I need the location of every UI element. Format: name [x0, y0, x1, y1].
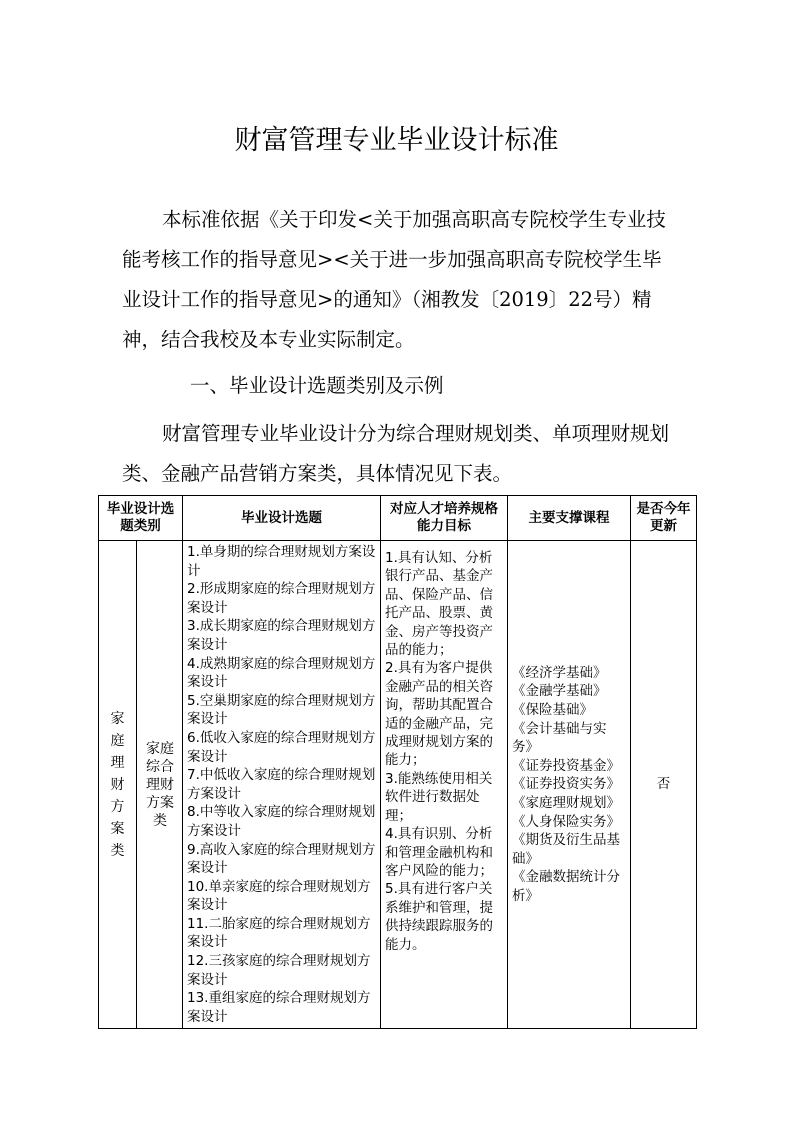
- category-cell: [99, 541, 137, 1029]
- topic-item: 3.成长期家庭的综合理财规划方案设计: [187, 618, 376, 653]
- course-item: 《证券投资实务》: [512, 776, 620, 793]
- topic-item: 4.成熟期家庭的综合理财规划方案设计: [187, 655, 376, 691]
- updated-value: 否: [656, 776, 671, 793]
- ability-item: 4.具有识别、分析和管理金融机构和客户风险的能力；: [385, 826, 493, 879]
- topic-item: 10.单亲家庭的综合理财规划方案设计: [187, 878, 371, 914]
- topics-table: [98, 495, 697, 1029]
- topic-item: 9.高收入家庭的综合理财规划方案设计: [187, 841, 376, 877]
- course-item: 《金融学基础》: [512, 683, 607, 700]
- topic-item: 12.三孩家庭的综合理财规划方案设计: [187, 953, 371, 988]
- subcategory-cell: [137, 541, 183, 1029]
- ability-item: 3.能熟练使用相关软件进行数据处理；: [385, 770, 493, 824]
- header-category: 毕业设计选题类别: [99, 496, 183, 541]
- updated-cell: [631, 541, 697, 1029]
- page-title: 财富管理专业毕业设计标准: [234, 125, 559, 156]
- intro-text: 本标准依据《关于印发<关于加强高职高专院校学生专业技能考核工作的指导意见><关于进一步加强高职高专院校学生毕业设计工作的指导意见>的通知》（湘教发〔2019〕22号）精神，结合我校及本专业实际制定。: [122, 208, 666, 351]
- abilities-cell: [381, 541, 508, 1029]
- category-text: 家庭理财方案类: [110, 710, 125, 859]
- header-courses: 主要支撑课程: [508, 496, 631, 541]
- subcategory-text: 家庭综合理财方案类: [146, 740, 174, 829]
- intro-paragraph: [122, 200, 674, 360]
- course-item: 《证券投资基金》: [512, 757, 620, 774]
- topic-item: 13.重组家庭的综合理财规划方案设计: [187, 990, 371, 1025]
- topic-item: 2.形成期家庭的综合理财规划方案设计: [187, 581, 376, 616]
- header-ability: 对应人才培养规格能力目标: [381, 496, 508, 541]
- course-item: 《人身保险实务》: [512, 813, 620, 830]
- topic-item: 6.低收入家庭的综合理财规划方案设计: [187, 729, 376, 765]
- course-item: 《保险基础》: [512, 702, 593, 719]
- topic-item: 1.单身期的综合理财规划方案设计: [187, 544, 376, 579]
- course-item: 《家庭理财规划》: [512, 795, 620, 812]
- section-text: 财富管理专业毕业设计分为综合理财规划类、单项理财规划类、金融产品营销方案类，具体情况见下表。: [122, 422, 670, 485]
- section-paragraph: [122, 414, 674, 494]
- section-heading: 一、毕业设计选题类别及示例: [190, 374, 444, 397]
- header-updated: 是否今年更新: [631, 496, 697, 541]
- courses-cell: [508, 541, 631, 1029]
- topic-item: 7.中低收入家庭的综合理财规划方案设计: [187, 767, 376, 802]
- table-row: [99, 541, 697, 1029]
- header-topic: 毕业设计选题: [183, 496, 381, 541]
- course-item: 《经济学基础》: [512, 664, 607, 681]
- ability-item: 1.具有认知、分析银行产品、基金产品、保险产品、信托产品、股票、黄金、房产等投资产品的能力；: [385, 550, 493, 659]
- topic-item: 11.二胎家庭的综合理财规划方案设计: [187, 915, 371, 951]
- course-item: 《期货及衍生品基础》: [512, 832, 620, 867]
- topic-item: 8.中等收入家庭的综合理财规划方案设计: [187, 804, 376, 839]
- course-item: 《会计基础与实务》: [512, 720, 607, 756]
- table-header-row: [99, 496, 697, 541]
- topics-cell: [183, 541, 381, 1029]
- ability-item: 5.具有进行客户关系维护和管理，提供持续跟踪服务的能力。: [385, 881, 493, 953]
- ability-item: 2.具有为客户提供金融产品的相关咨询，帮助其配置合适的金融产品，完成理财规划方案的能力；: [385, 660, 493, 769]
- course-item: 《金融数据统计分析》: [512, 869, 620, 904]
- topic-item: 5.空巢期家庭的综合理财规划方案设计: [187, 692, 376, 728]
